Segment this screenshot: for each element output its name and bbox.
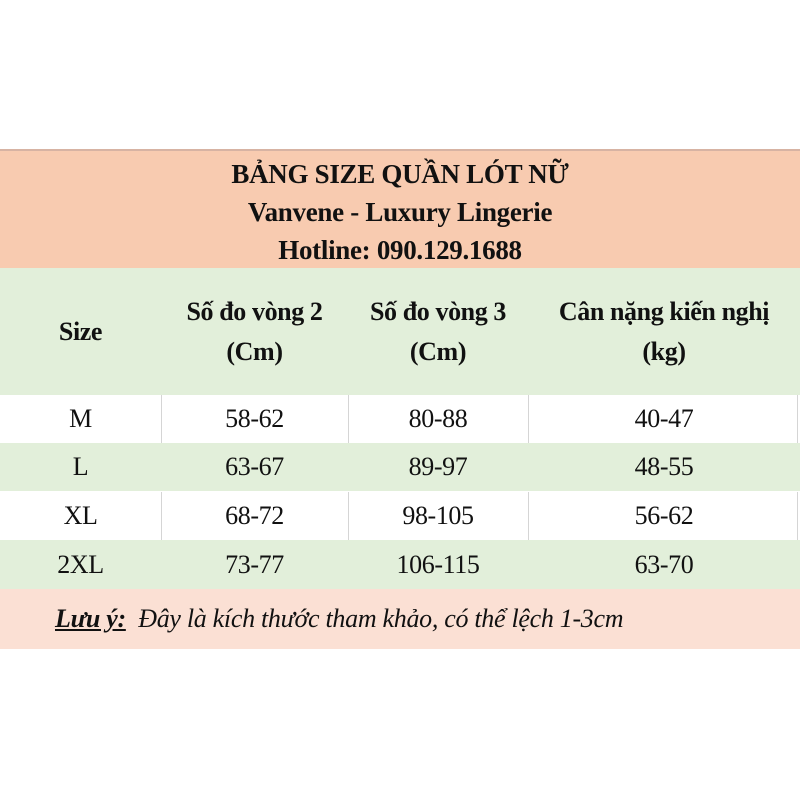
table-header [0, 268, 800, 395]
cell-waist: 63-67 [225, 452, 284, 481]
cell-size: L [72, 452, 89, 481]
cell-waist: 73-77 [225, 549, 284, 579]
header-hip [348, 268, 528, 395]
brand-name: Vanvene - Luxury Lingerie [247, 197, 553, 227]
cell-waist: 68-72 [225, 501, 284, 530]
column-divider [348, 492, 349, 540]
footnote-text: Đây là kích thước tham khảo, có thể lệch 1-3cm [138, 604, 624, 633]
column-divider [348, 395, 349, 443]
cell-size: XL [63, 501, 98, 530]
cell-hip: 98-105 [402, 501, 474, 530]
header-weight-label: Cân nặng kiến nghị [558, 296, 770, 326]
cell-weight: 56-62 [634, 501, 694, 530]
cell-waist: 58-62 [225, 404, 284, 433]
column-divider [161, 492, 162, 540]
header-weight [528, 268, 800, 395]
table-row [0, 540, 800, 589]
header-weight-unit: (kg) [642, 336, 686, 366]
chart-title: BẢNG SIZE QUẦN LÓT NỮ [231, 159, 569, 189]
column-divider [797, 395, 798, 443]
cell-weight: 63-70 [634, 549, 694, 579]
cell-size: 2XL [57, 549, 104, 579]
column-divider [528, 492, 529, 540]
header-waist [161, 268, 348, 395]
header-hip-label: Số đo vòng 3 [369, 296, 507, 326]
hotline: Hotline: 090.129.1688 [278, 235, 522, 265]
cell-hip: 80-88 [408, 404, 468, 433]
cell-weight: 48-55 [634, 452, 694, 481]
cell-hip: 106-115 [396, 549, 480, 579]
title-block [0, 151, 800, 268]
header-waist-unit: (Cm) [226, 336, 283, 366]
header-hip-unit: (Cm) [409, 336, 467, 366]
header-waist-label: Số đo vòng 2 [186, 296, 323, 326]
table-row [0, 395, 800, 443]
header-size-label: Size [58, 316, 103, 346]
cell-weight: 40-47 [634, 404, 694, 433]
cell-size: M [69, 404, 92, 433]
cell-hip: 89-97 [408, 452, 468, 481]
table-row [0, 443, 800, 491]
table-row [0, 492, 800, 540]
footnote [0, 589, 800, 649]
column-divider [528, 395, 529, 443]
column-divider [161, 395, 162, 443]
header-size [0, 268, 161, 395]
column-divider [797, 492, 798, 540]
footnote-label: Lưu ý: [55, 604, 126, 633]
